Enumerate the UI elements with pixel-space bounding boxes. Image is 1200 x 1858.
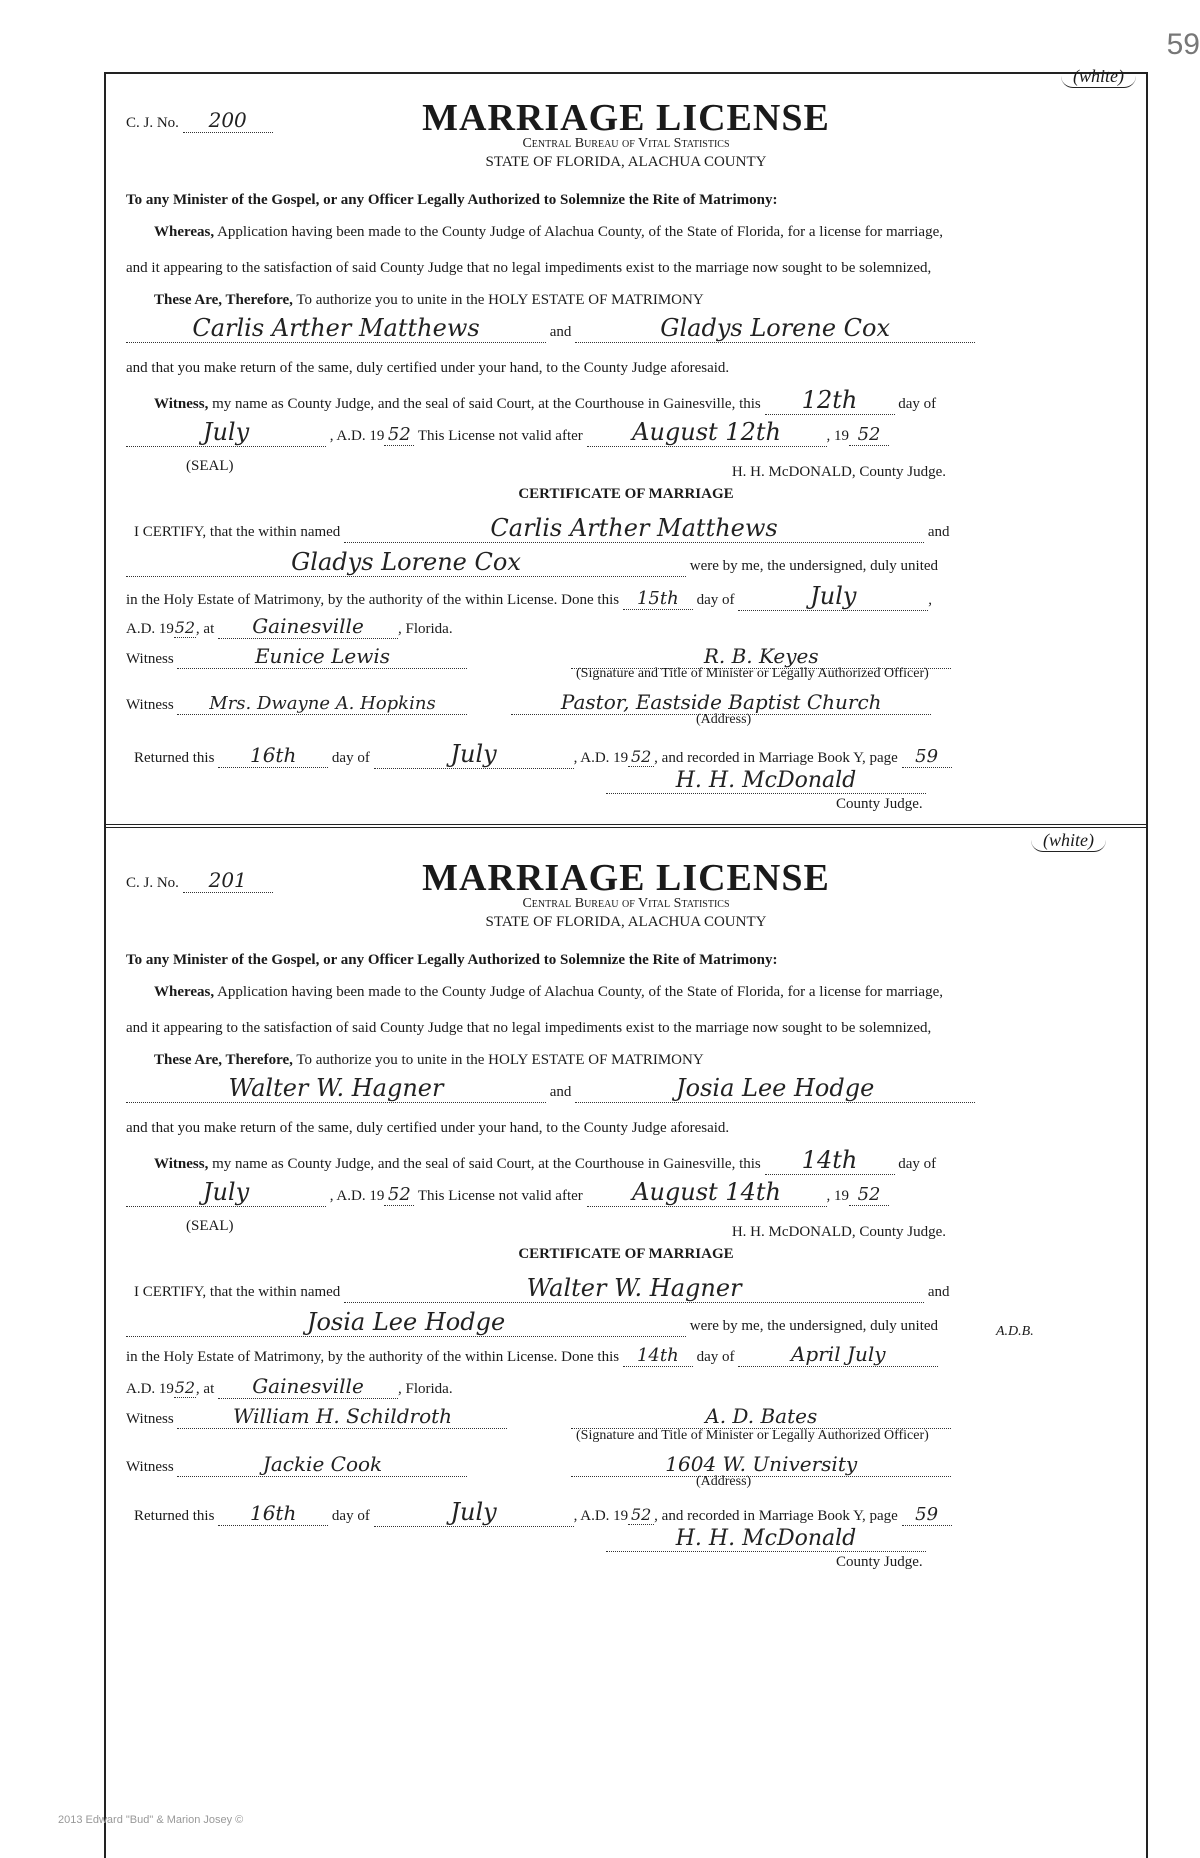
groom-name: Walter W. Hagner [126, 1074, 546, 1103]
state-county: STATE OF FLORIDA, ALACHUA COUNTY [485, 154, 767, 170]
witness2-line [126, 690, 1126, 715]
book-page: 59 [902, 1504, 952, 1526]
witness1-name: William H. Schildroth [177, 1404, 507, 1429]
license-title: MARRIAGE LICENSE [422, 857, 830, 899]
address-line: To any Minister of the Gospel, or any Officer Legally Authorized to Solemnize the Rite of Matrimony: [126, 192, 778, 208]
judge-signature-line [606, 768, 926, 794]
appearing-line: and it appearing to the satisfaction of said County Judge that no legal impediments exist to the marriage now sought to be solemnized, [126, 260, 932, 276]
return-line: and that you make return of the same, duly certified under your hand, to the County Judge aforesaid. [126, 1120, 730, 1136]
these-are-label: These Are, Therefore, [154, 292, 293, 308]
return-line: and that you make return of the same, duly certified under your hand, to the County Judge aforesaid. [126, 360, 730, 376]
place: Gainesville [218, 1374, 398, 1399]
certify-label: I CERTIFY, that the within named [134, 1284, 341, 1300]
holy-estate-line: in the Holy Estate of Matrimony, by the authority of the within License. Done this 15th day of July , [126, 582, 933, 610]
returned-day: 16th [218, 743, 328, 768]
book-page: 59 [902, 746, 952, 768]
witness2-line [126, 1452, 1126, 1477]
day-of: day of [696, 1349, 735, 1365]
these-are-text: To authorize you to unite in the HOLY ESTATE OF MATRIMONY [296, 1052, 704, 1068]
florida-label: , Florida. [398, 621, 453, 637]
sig-title-label: (Signature and Title of Minister or Legally Authorized Officer) [576, 1428, 929, 1443]
returned-label: Returned this [134, 1508, 215, 1524]
witness1-line [126, 1404, 1126, 1429]
address-label: (Address) [696, 1474, 752, 1489]
witness-text: my name as County Judge, and the seal of said Court, at the Courthouse in Gainesville, this [212, 396, 761, 412]
witness-label: Witness [126, 1459, 174, 1475]
ad-19: , A.D. 19 [329, 428, 385, 444]
date-line [126, 1178, 1126, 1207]
expiry-date: August 12th [587, 418, 827, 447]
and-word: and [927, 524, 950, 540]
holy-estate-line [126, 1342, 1126, 1367]
at-label: , at [195, 1381, 215, 1397]
ad-label: A.D. 19 [126, 621, 174, 637]
license-title: MARRIAGE LICENSE [422, 97, 830, 139]
comma-19: , 19 [826, 428, 850, 444]
witness-label: Witness [126, 1411, 174, 1427]
witness2-name: Mrs. Dwayne A. Hopkins [177, 693, 467, 715]
marriage-license-201 [106, 830, 1146, 1714]
expiry-date: August 14th [587, 1178, 827, 1207]
officer-address: 1604 W. University [571, 1452, 951, 1477]
document-frame [104, 66, 1148, 1858]
expiry-year: 52 [849, 424, 889, 446]
place-line [126, 1374, 1126, 1399]
bureau-name: Central Bureau of Vital Statistics [522, 896, 730, 911]
holy-estate-label: in the Holy Estate of Matrimony, by the authority of the within License. Done this [126, 592, 620, 608]
returned-year: 52 [628, 747, 654, 767]
officer-signature: R. B. Keyes [571, 644, 951, 669]
recorded-label: , and recorded in Marriage Book Y, page [654, 1508, 898, 1524]
ad-19: , A.D. 19 [573, 1508, 629, 1524]
done-day: 14th [623, 1345, 693, 1367]
day-of: day of [331, 750, 370, 766]
marriage-license-200 [106, 66, 1146, 954]
returned-line [134, 1498, 1134, 1527]
cj-label: C. J. No. [126, 115, 179, 131]
not-valid-label: This License not valid after [417, 1188, 583, 1204]
cert-bride: Gladys Lorene Cox [126, 548, 686, 577]
seal-label: (SEAL) [186, 458, 234, 474]
and-word: and [549, 1084, 572, 1100]
done-initials: A.D.B. [996, 1324, 1034, 1339]
address-line: To any Minister of the Gospel, or any Officer Legally Authorized to Solemnize the Rite of Matrimony: [126, 952, 778, 968]
these-are-label: These Are, Therefore, [154, 1052, 293, 1068]
officer-signature: A. D. Bates [571, 1404, 951, 1429]
issue-month: July [126, 418, 326, 447]
whereas-line [154, 984, 1154, 1001]
certificate-title: CERTIFICATE OF MARRIAGE [518, 486, 734, 502]
bureau-name: Central Bureau of Vital Statistics [522, 136, 730, 151]
ad-19: , A.D. 19 [329, 1188, 385, 1204]
issue-month: July [126, 1178, 326, 1207]
recorded-label: , and recorded in Marriage Book Y, page [654, 750, 898, 766]
cj-label: C. J. No. [126, 875, 179, 891]
officer-address: Pastor, Eastside Baptist Church [511, 690, 931, 715]
issue-day: 12th [765, 386, 895, 415]
race-note: (white) [1061, 66, 1136, 88]
bride-cert-line [126, 1308, 1126, 1337]
issue-year: 52 [384, 1184, 414, 1206]
witness-label: Witness, [154, 1156, 209, 1172]
judge-signature-line [606, 1526, 926, 1552]
at-label: , at [195, 621, 215, 637]
seal-label: (SEAL) [186, 1218, 234, 1234]
witness-text: my name as County Judge, and the seal of said Court, at the Courthouse in Gainesville, this [212, 1156, 761, 1172]
florida-label: , Florida. [398, 1381, 453, 1397]
done-year: 52 [174, 1378, 196, 1397]
bride-name: Gladys Lorene Cox [575, 314, 975, 343]
section-divider [106, 824, 1146, 828]
united-label: were by me, the undersigned, duly united [689, 558, 939, 574]
certificate-title: CERTIFICATE OF MARRIAGE [518, 1246, 734, 1262]
bride-name: Josia Lee Hodge [575, 1074, 975, 1103]
day-of: day of [331, 1508, 370, 1524]
judge-signature: H. H. McDonald [606, 1526, 926, 1552]
cert-groom: Carlis Arther Matthews [344, 514, 924, 543]
judge-name: H. H. McDONALD, County Judge. [731, 1224, 946, 1240]
day-of: day of [898, 396, 937, 412]
certify-line [134, 1274, 1134, 1303]
state-county: STATE OF FLORIDA, ALACHUA COUNTY [485, 914, 767, 930]
couple-line [126, 1074, 1126, 1103]
these-are-line [154, 292, 1154, 309]
witness2-name: Jackie Cook [177, 1452, 467, 1477]
judge-name: H. H. McDONALD, County Judge. [731, 464, 946, 480]
cert-bride: Josia Lee Hodge [126, 1308, 686, 1337]
returned-label: Returned this [134, 750, 215, 766]
and-word: and [549, 324, 572, 340]
race-note: (white) [1031, 830, 1106, 852]
witness-line [154, 1146, 1154, 1175]
returned-month: July [374, 1498, 574, 1527]
done-month: April July [738, 1342, 938, 1367]
not-valid-label: This License not valid after [417, 428, 583, 444]
returned-year: 52 [628, 1505, 654, 1525]
place-line [126, 614, 1126, 639]
witness1-name: Eunice Lewis [177, 644, 467, 669]
date-line [126, 418, 1126, 447]
sig-title-label: (Signature and Title of Minister or Legally Authorized Officer) [576, 666, 929, 681]
whereas-text: Application having been made to the County Judge of Alachua County, of the State of Florida, for a license for marriage, [217, 984, 943, 1000]
witness-line [154, 386, 1154, 415]
witness-label: Witness [126, 651, 174, 667]
comma-19: , 19 [826, 1188, 850, 1204]
judge-signature: H. H. McDonald [606, 768, 926, 794]
groom-name: Carlis Arther Matthews [126, 314, 546, 343]
these-are-text: To authorize you to unite in the HOLY ESTATE OF MATRIMONY [296, 292, 704, 308]
ad-19: , A.D. 19 [573, 750, 629, 766]
done-year: 52 [174, 618, 196, 637]
day-of: day of [696, 592, 735, 608]
county-judge-label: County Judge. [836, 796, 923, 812]
day-of: day of [898, 1156, 937, 1172]
whereas-label: Whereas, [154, 984, 215, 1000]
cert-groom: Walter W. Hagner [344, 1274, 924, 1303]
certify-label: I CERTIFY, that the within named [134, 524, 341, 540]
united-label: were by me, the undersigned, duly united [689, 1318, 939, 1334]
page-number: 59 [1166, 28, 1200, 61]
certify-line [134, 514, 1134, 543]
returned-day: 16th [218, 1501, 328, 1526]
done-day: 15th [623, 588, 693, 610]
bride-cert-line [126, 548, 1126, 577]
copyright-watermark: 2013 Edward "Bud" & Marion Josey © [58, 1814, 244, 1826]
address-label: (Address) [696, 712, 752, 727]
whereas-text: Application having been made to the County Judge of Alachua County, of the State of Florida, for a license for marriage, [217, 224, 943, 240]
witness-label: Witness, [154, 396, 209, 412]
cj-number: 200 [183, 108, 273, 133]
whereas-label: Whereas, [154, 224, 215, 240]
these-are-line [154, 1052, 1154, 1069]
done-month: July [738, 582, 928, 611]
place: Gainesville [218, 614, 398, 639]
expiry-year: 52 [849, 1184, 889, 1206]
holy-estate-label: in the Holy Estate of Matrimony, by the authority of the within License. Done this [126, 1349, 620, 1365]
county-judge-label: County Judge. [836, 1554, 923, 1570]
issue-day: 14th [765, 1146, 895, 1175]
ad-label: A.D. 19 [126, 1381, 174, 1397]
issue-year: 52 [384, 424, 414, 446]
cj-number: 201 [183, 868, 273, 893]
and-word: and [927, 1284, 950, 1300]
couple-line [126, 314, 1126, 343]
appearing-line: and it appearing to the satisfaction of said County Judge that no legal impediments exist to the marriage now sought to be solemnized, [126, 1020, 932, 1036]
witness-label: Witness [126, 697, 174, 713]
whereas-line [154, 224, 1154, 241]
returned-month: July [374, 740, 574, 769]
returned-line [134, 740, 1134, 769]
